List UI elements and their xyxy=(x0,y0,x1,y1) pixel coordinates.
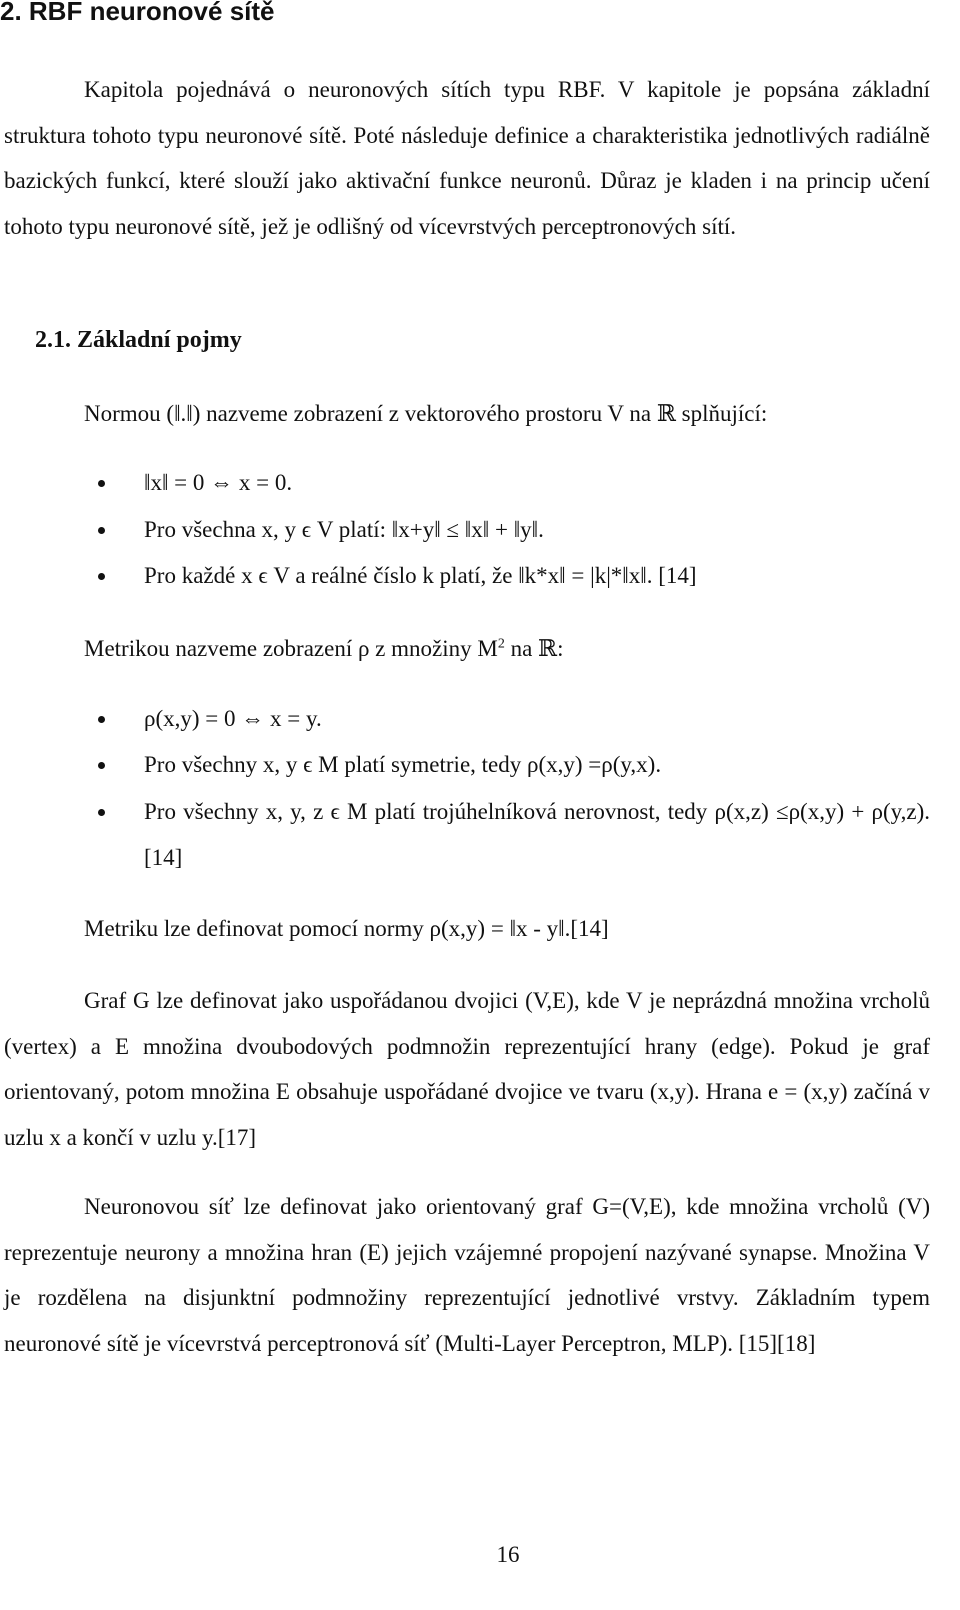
page-number: 16 xyxy=(496,1542,520,1567)
bullet-icon xyxy=(98,573,105,580)
norm-definition: Normou (‖.‖) nazveme zobrazení z vektorového prostoru V na ℝ splňující: xyxy=(84,401,768,426)
neural-network-definition-paragraph: Neuronovou síť lze definovat jako orientovaný graf G=(V,E), kde množina vrcholů (V) reprezentuje neurony a množina hran (E) jejich vzájemné propojení nazývané synapse. Množina V je rozdělena na disjunktní podmnožiny reprezentující jednotlivé vrstvy. Základním typem neuronové sítě je vícevrstvá perceptronová síť (Multi-Layer Perceptron, MLP). [15][18] xyxy=(4,1194,930,1356)
bullet-icon xyxy=(98,716,105,723)
bullet-icon xyxy=(98,480,105,487)
metric-norm-paragraph: Metriku lze definovat pomocí normy ρ(x,y) = ‖x - y‖.[14] xyxy=(84,916,609,941)
chapter-intro-paragraph xyxy=(4,67,930,249)
chapter-intro-text: Kapitola pojednává o neuronových sítích typu RBF. V kapitole je popsána základní struktura tohoto typu neuronové sítě. Poté následuje definice a charakteristika jednotlivých radiálně bazických funkcí, které slouží jako aktivační funkce neuronů. Důraz je kladen i na princip učení tohoto typu neuronové sítě, jež je odlišný od vícevrstvých perceptronových sítí. xyxy=(4,77,930,239)
bullet-icon xyxy=(98,809,105,816)
graph-definition-paragraph: Graf G lze definovat jako uspořádanou dvojici (V,E), kde V je neprázdná množina vrcholů (vertex) a E množina dvoubodových podmnožin reprezentující hrany (edge). Pokud je graf orientovaný, potom množina E obsahuje uspořádané dvojice ve tvaru (x,y). Hrana e = (x,y) začíná v uzlu x a končí v uzlu y.[17] xyxy=(4,988,930,1150)
section-heading: 2.1. Základní pojmy xyxy=(35,327,242,353)
metric-definition: Metrikou nazveme zobrazení ρ z množiny $M^2$ na ℝ: xyxy=(84,636,564,661)
chapter-heading: 2. RBF neuronové sítě xyxy=(0,0,275,26)
bullet-icon xyxy=(98,527,105,534)
bullet-icon xyxy=(98,762,105,769)
